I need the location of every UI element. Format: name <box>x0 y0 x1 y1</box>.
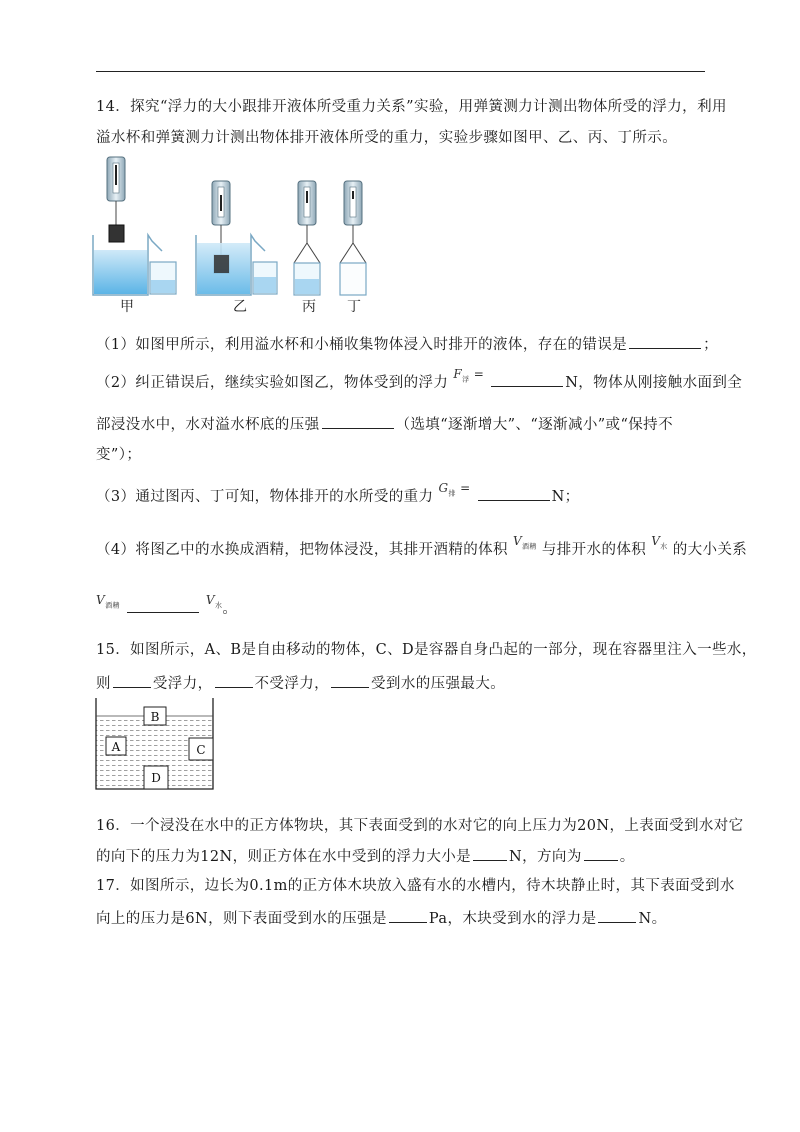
answer-blank[interactable] <box>629 334 701 349</box>
symbol-v-alcohol: V酒精 <box>512 534 537 551</box>
figure-yi <box>196 181 277 295</box>
q14-part4: （4）将图乙中的水换成酒精，把物体浸没，其排开酒精的体积 $^{V_{酒精}}$ 与排开水的体积 $^{V_水}$ 的大小关系 <box>96 534 748 558</box>
answer-blank[interactable] <box>473 846 507 861</box>
q14-part3: （3）通过图丙、丁可知，物体排开的水所受的重力 $^{G_排 =}$ N； <box>96 481 580 505</box>
q14-line2: 溢水杯和弹簧测力计测出物体排开液体所受的重力，实验步骤如图甲、乙、丙、丁所示。 <box>96 130 678 146</box>
answer-blank[interactable] <box>215 673 253 688</box>
answer-blank[interactable] <box>113 673 151 688</box>
answer-blank[interactable] <box>127 598 199 613</box>
q14-part2-line3: 变”）； <box>96 447 142 463</box>
header-rule <box>96 71 705 72</box>
q15-container-figure <box>94 698 216 792</box>
answer-blank[interactable] <box>322 414 394 429</box>
q14-part4-line2: $^{V_{酒精}}$ $^{V_水}$。 <box>96 593 238 617</box>
box-c-label: C <box>196 743 206 757</box>
q14-part2-line2: 部浸没水中，水对溢水杯底的压强 （选填“逐渐增大”、“逐渐减小”或“保持不 <box>96 414 673 435</box>
box-a-label: A <box>111 740 121 754</box>
figure-ding <box>340 181 366 295</box>
answer-blank[interactable] <box>331 673 369 688</box>
q17-line1: 17．如图所示，边长为0.1m的正方体木块放入盛有水的水槽内，待木块静止时，其下表面受到水 <box>96 878 735 894</box>
answer-blank[interactable] <box>598 908 636 923</box>
symbol-v-water: V水 <box>651 534 668 551</box>
q16-line2: 的向下的压力为12N，则正方体在水中受到的浮力大小是 N，方向为 。 <box>96 846 635 867</box>
box-d-label: D <box>151 771 161 785</box>
symbol-g-displaced: G排 = <box>438 481 471 498</box>
figure-label-ding: 丁 <box>347 299 361 315</box>
figure-jia <box>93 157 176 295</box>
figure-label-bing: 丙 <box>302 299 316 315</box>
figure-label-jia: 甲 <box>120 299 134 315</box>
box-b-label: B <box>150 710 160 724</box>
answer-blank[interactable] <box>478 486 550 501</box>
q16-line1: 16．一个浸没在水中的正方体物块，其下表面受到的水对它的向上压力为20N，上表面受到水对它 <box>96 818 744 834</box>
answer-blank[interactable] <box>491 372 563 387</box>
q14-part1: （1）如图甲所示，利用溢水杯和小桶收集物体浸入时排开的液体，存在的错误是 ； <box>96 334 718 355</box>
q14-line1: 14．探究“浮力的大小跟排开液体所受重力关系”实验，用弹簧测力计测出物体所受的浮力，利用 <box>96 99 727 115</box>
symbol-v-water: V水 <box>205 593 223 610</box>
figure-label-yi: 乙 <box>233 299 247 315</box>
q14-part2: （2）纠正错误后，继续实验如图乙，物体受到的浮力 $^{F_浮 =}$ N，物体从刚接触水面到全 <box>96 367 743 391</box>
figure-bing <box>294 181 320 295</box>
answer-blank[interactable] <box>389 908 427 923</box>
answer-blank[interactable] <box>584 846 618 861</box>
q15-line2: 则 受浮力， 不受浮力， 受到水的压强最大。 <box>96 673 505 694</box>
q17-line2: 向上的压力是6N，则下表面受到水的压强是 Pa，木块受到水的浮力是 N。 <box>96 908 666 929</box>
q15-line1: 15．如图所示，A、B是自由移动的物体，C、D是容器自身凸起的一部分，现在容器里注入一些水， <box>96 642 757 658</box>
symbol-f-buoyant: F浮 = <box>453 367 485 384</box>
symbol-v-alcohol: V酒精 <box>96 593 120 610</box>
q14-experiment-figure <box>90 155 390 315</box>
